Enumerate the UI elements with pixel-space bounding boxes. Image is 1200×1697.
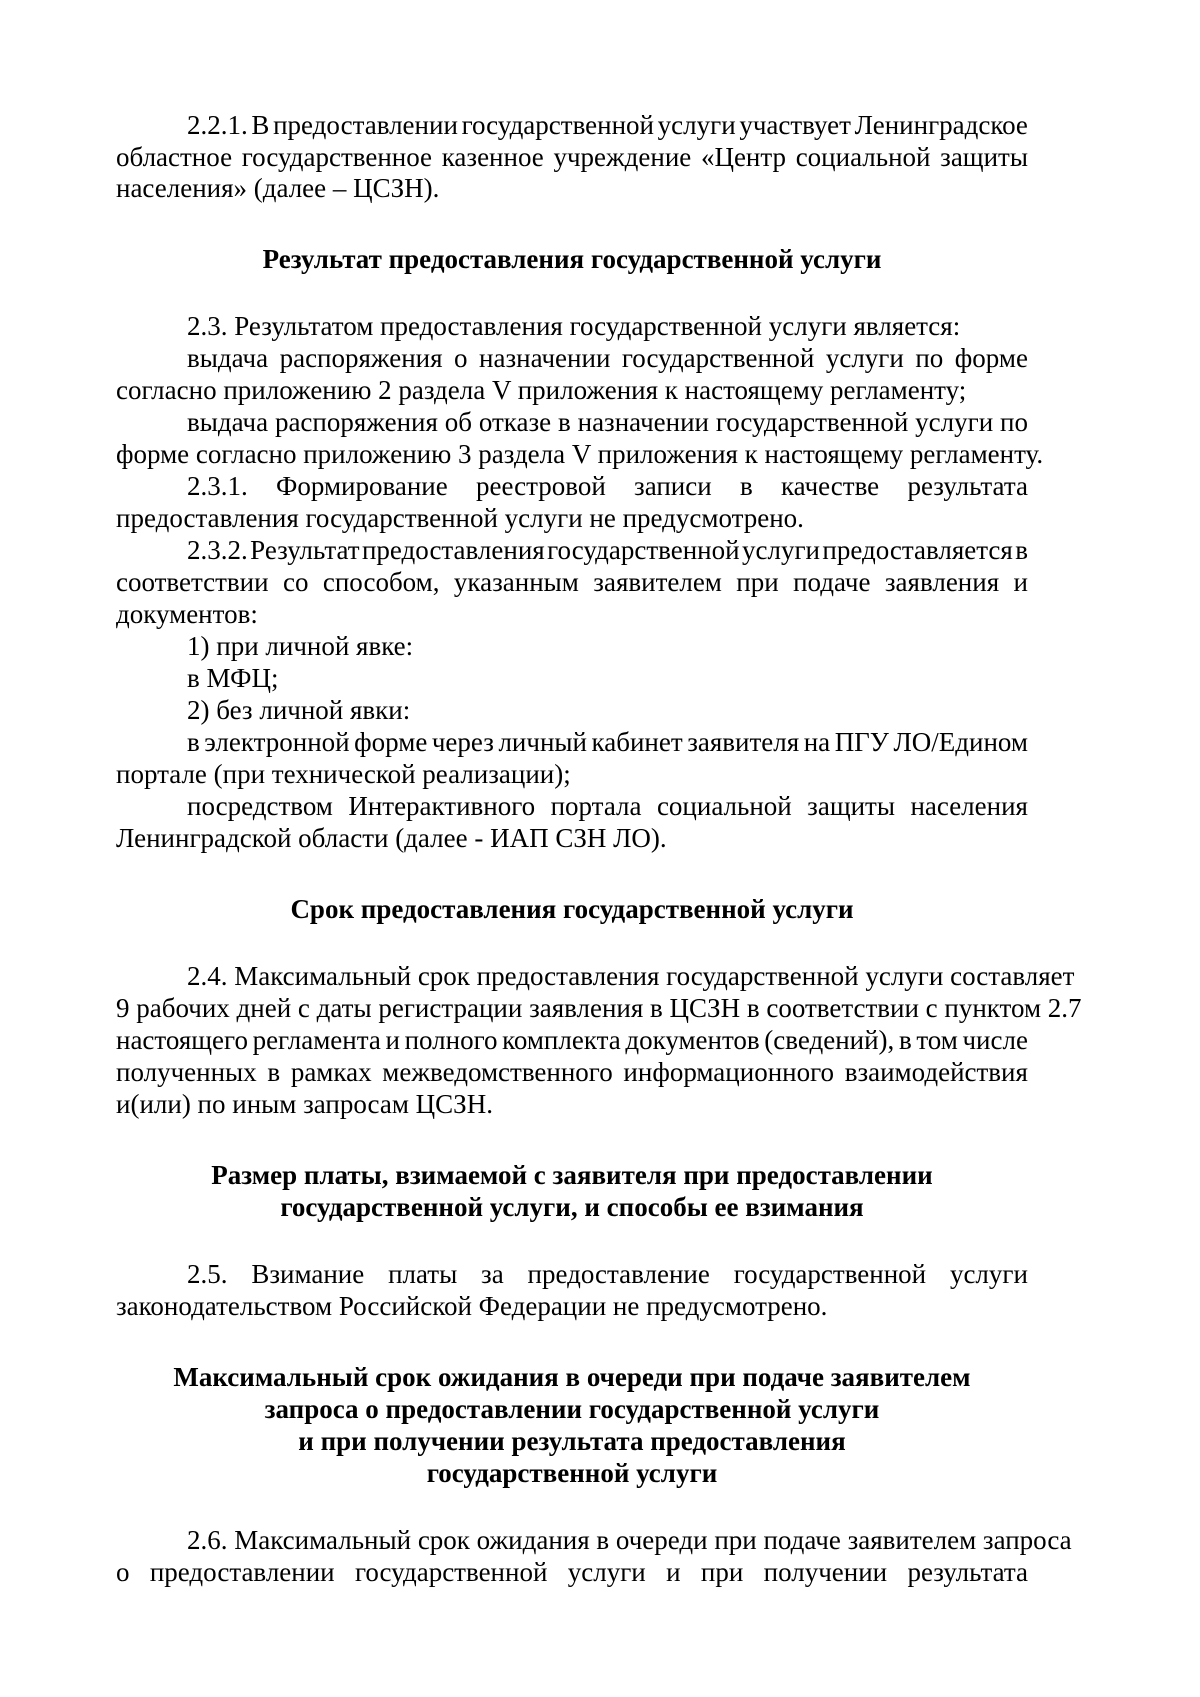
word: государственной: [621, 343, 815, 373]
word: В: [251, 110, 270, 140]
word: получении: [763, 1557, 888, 1587]
word: заявителем: [593, 567, 722, 597]
word: на: [803, 727, 831, 757]
word: государственной: [354, 1557, 548, 1587]
word: 2.5.: [187, 1259, 228, 1289]
word: взаимодействия: [844, 1057, 1028, 1087]
word: заявления: [884, 567, 1000, 597]
word: комплекта: [502, 1025, 621, 1055]
p24-line-3: [116, 1024, 1028, 1056]
word: услуги: [742, 535, 820, 565]
heading-queue-line-3: и при получении результата предоставления: [298, 1426, 846, 1456]
p24-line-2: 9 рабочих дней с даты регистрации заявления в ЦСЗН в соответствии с пунктом 2.7: [116, 993, 1082, 1023]
word: при: [736, 567, 779, 597]
word: в: [267, 1057, 281, 1087]
word: государственной: [547, 535, 740, 565]
word: полученных: [116, 1057, 257, 1087]
p221-line-2: [116, 141, 1028, 173]
word: «Центр: [700, 142, 787, 172]
word: учреждение: [553, 142, 692, 172]
word: по: [915, 343, 944, 373]
word: за: [481, 1259, 504, 1289]
word: записи: [634, 471, 712, 501]
p24-line-1: 2.4. Максимальный срок предоставления государственной услуги составляет: [187, 961, 1075, 991]
word: 2.3.2.: [187, 535, 248, 565]
word: 2.2.1.: [187, 110, 248, 140]
word: портала: [550, 791, 642, 821]
heading-queue-line-2: запроса о предоставлении государственной услуги: [264, 1394, 880, 1424]
word: Результат: [250, 535, 360, 565]
p232-line-2: [116, 566, 1028, 598]
word: распоряжения: [279, 343, 443, 373]
p221-line-1: [187, 109, 1028, 141]
word: качестве: [780, 471, 880, 501]
p23-line-3: согласно приложению 2 раздела V приложения к настоящему регламенту;: [116, 375, 967, 405]
p232-line-4: 1) при личной явке:: [187, 631, 414, 661]
p231-line-2: предоставления государственной услуги не предусмотрено.: [116, 503, 804, 533]
p231-line-1: [187, 470, 1028, 502]
word: и: [666, 1557, 681, 1587]
p25-line-2: законодательством Российской Федерации не предусмотрено.: [116, 1291, 828, 1321]
p23-line-4: [187, 406, 1028, 438]
word: об: [444, 407, 472, 437]
word: казенное: [441, 142, 544, 172]
word: защиты: [807, 791, 896, 821]
word: распоряжения: [274, 407, 438, 437]
word: в: [898, 1025, 912, 1055]
word: при: [700, 1557, 744, 1587]
word: полного: [404, 1025, 498, 1055]
word: числе: [962, 1025, 1028, 1055]
word: государственное: [241, 142, 433, 172]
word: и: [385, 1025, 400, 1055]
word: предоставлении: [273, 110, 458, 140]
word: платы: [388, 1259, 458, 1289]
word: рамках: [290, 1057, 372, 1087]
word: предоставления: [361, 535, 545, 565]
p221-line-3: населения» (далее – ЦСЗН).: [116, 173, 440, 203]
p232-line-10: Ленинградской области (далее - ИАП СЗН ЛО).: [116, 823, 667, 853]
word: форме: [354, 727, 428, 757]
word: государственной: [461, 110, 654, 140]
word: соответствии: [116, 567, 269, 597]
word: документов: [625, 1025, 760, 1055]
word: о: [454, 343, 468, 373]
word: о: [116, 1557, 130, 1587]
word: межведомственного: [382, 1057, 613, 1087]
word: предоставление: [527, 1259, 710, 1289]
word: по: [1000, 407, 1028, 437]
word: Интерактивного: [348, 791, 536, 821]
word: кабинет: [591, 727, 683, 757]
word: предоставлении: [149, 1557, 335, 1587]
word: том: [916, 1025, 958, 1055]
word: отказе: [478, 407, 552, 437]
word: реестровой: [476, 471, 606, 501]
word: результата: [907, 471, 1028, 501]
word: информационного: [623, 1057, 834, 1087]
heading-term: Срок предоставления государственной услуги: [290, 894, 854, 924]
heading-fee-line-2: государственной услуги, и способы ее взимания: [280, 1192, 864, 1222]
heading-fee-line-1: Размер платы, взимаемой с заявителя при предоставлении: [211, 1160, 933, 1190]
p24-line-4: [116, 1056, 1028, 1088]
word: услуги: [657, 110, 736, 140]
p23-line-2: [187, 342, 1028, 374]
word: регламента: [252, 1025, 381, 1055]
word: 2.3.1.: [187, 471, 248, 501]
word: в: [739, 471, 753, 501]
word: населения: [910, 791, 1028, 821]
word: в: [1015, 535, 1028, 565]
word: в: [187, 727, 200, 757]
word: услуги: [567, 1557, 646, 1587]
word: результата: [907, 1557, 1028, 1587]
word: Формирование: [276, 471, 448, 501]
p24-line-5: и(или) по иным запросам ЦСЗН.: [116, 1089, 493, 1119]
word: назначении: [479, 343, 611, 373]
word: государственной: [733, 1259, 927, 1289]
word: услуги: [915, 407, 994, 437]
p232-line-7: [187, 726, 1028, 758]
word: Взимание: [251, 1259, 365, 1289]
word: областное: [116, 142, 233, 172]
word: ЛО/Едином: [893, 727, 1028, 757]
word: социальной: [795, 142, 931, 172]
p25-line-1: [187, 1258, 1028, 1290]
word: услуги: [949, 1259, 1028, 1289]
p232-line-1: [187, 534, 1028, 566]
word: посредством: [187, 791, 333, 821]
word: участвует: [739, 110, 851, 140]
word: предоставляется: [822, 535, 1013, 565]
word: подаче: [793, 567, 871, 597]
word: услуги: [825, 343, 904, 373]
p26-line-1: 2.6. Максимальный срок ожидания в очереди при подаче заявителем запроса: [187, 1525, 1072, 1555]
word: защиты: [940, 142, 1028, 172]
p23-line-5: форме согласно приложению 3 раздела V приложения к настоящему регламенту.: [116, 439, 1044, 469]
word: электронной: [204, 727, 350, 757]
word: государственной: [715, 407, 909, 437]
p232-line-9: [187, 790, 1028, 822]
word: со: [282, 567, 309, 597]
word: выдача: [187, 343, 269, 373]
p232-line-3: документов:: [116, 599, 258, 629]
word: социальной: [656, 791, 792, 821]
word: в: [558, 407, 571, 437]
word: форме: [954, 343, 1028, 373]
heading-queue-line-1: Максимальный срок ожидания в очереди при подаче заявителем: [173, 1362, 971, 1392]
p232-line-5: в МФЦ;: [187, 663, 279, 693]
word: и: [1013, 567, 1028, 597]
word: заявителя: [687, 727, 800, 757]
heading-result: Результат предоставления государственной услуги: [262, 244, 882, 274]
p23-line-1: 2.3. Результатом предоставления государственной услуги является:: [187, 311, 961, 341]
word: (сведений),: [764, 1025, 895, 1055]
p26-line-2: [116, 1556, 1028, 1588]
word: Ленинградское: [854, 110, 1028, 140]
word: через: [431, 727, 494, 757]
p232-line-8: портале (при технической реализации);: [116, 759, 571, 789]
word: указанным: [453, 567, 579, 597]
word: выдача: [187, 407, 269, 437]
word: способом,: [322, 567, 440, 597]
word: настоящего: [116, 1025, 248, 1055]
word: ПГУ: [834, 727, 889, 757]
heading-queue-line-4: государственной услуги: [426, 1458, 718, 1488]
p232-line-6: 2) без личной явки:: [187, 695, 411, 725]
word: личный: [498, 727, 587, 757]
word: назначении: [577, 407, 709, 437]
